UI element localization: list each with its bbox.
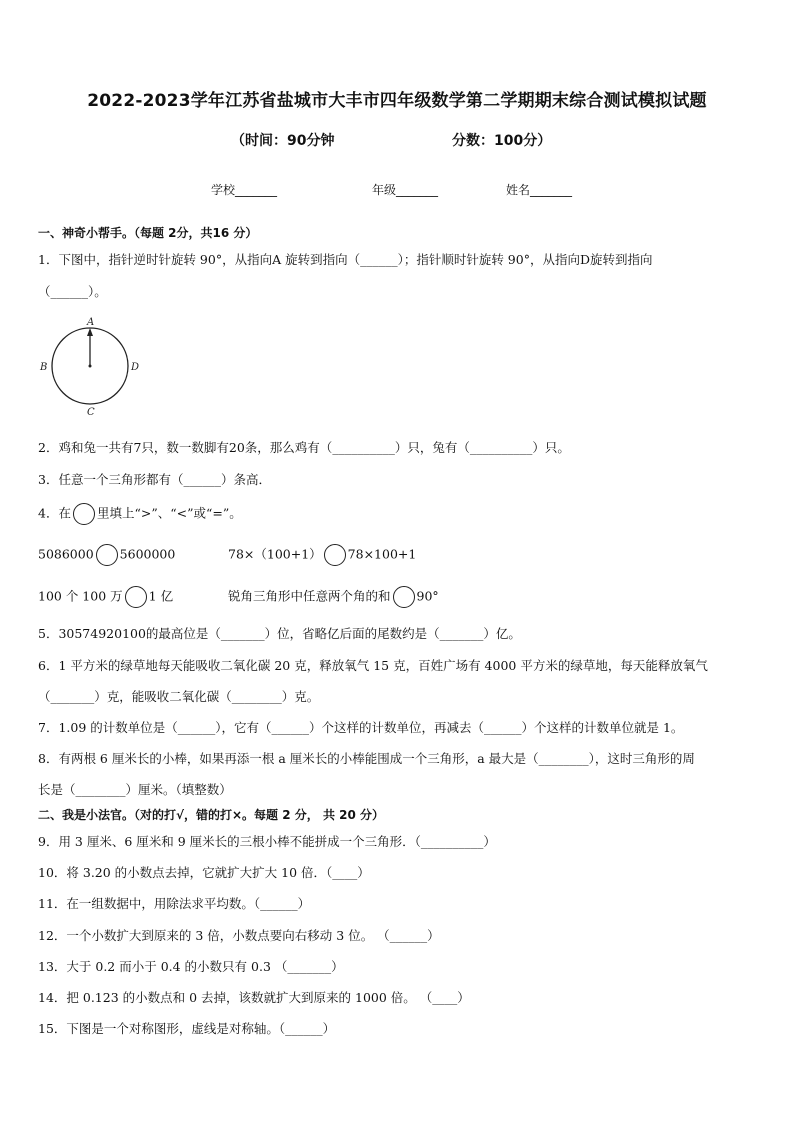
label-d: D xyxy=(131,362,140,373)
compare-3-left: 100 个 100 万 xyxy=(38,588,123,604)
clock-dial-diagram xyxy=(36,314,146,420)
compare-2-circle[interactable] xyxy=(324,544,346,566)
question-5: 5．30574920100的最高位是（_______）位，省略亿后面的尾数约是（_______）亿。 xyxy=(38,626,521,641)
compare-1-circle[interactable] xyxy=(96,544,118,566)
compare-item-1 xyxy=(38,544,175,566)
compare-1-left: 5086000 xyxy=(38,546,94,562)
question-8-line-1: 8．有两根 6 厘米长的小棒，如果再添一根 a 厘米长的小棒能围成一个三角形，a 最大是（________），这时三角形的周 xyxy=(38,751,695,766)
exam-time: （时间：90分钟 xyxy=(231,133,335,149)
question-11: 11．在一组数据中，用除法求平均数。（______） xyxy=(38,896,311,911)
name-field: 姓名_______ xyxy=(506,183,573,197)
compare-4-left: 锐角三角形中任意两个角的和 xyxy=(228,588,391,604)
question-1-line-2: （______）。 xyxy=(38,284,107,299)
school-field: 学校_______ xyxy=(211,183,278,197)
question-12: 12．一个小数扩大到原来的 3 倍，小数点要向右移动 3 位。 （______） xyxy=(38,928,440,943)
compare-3-circle[interactable] xyxy=(125,586,147,608)
compare-2-left: 78×（100+1） xyxy=(228,546,322,562)
compare-item-3 xyxy=(38,586,173,608)
compare-item-4 xyxy=(228,586,439,608)
grade-field: 年级_______ xyxy=(372,183,439,197)
compare-item-2 xyxy=(228,544,416,566)
question-9: 9．用 3 厘米、6 厘米和 9 厘米长的三根小棒不能拼成一个三角形．（__________） xyxy=(38,834,496,849)
section-2-heading: 二、我是小法官。（对的打√，错的打×。每题 2 分， 共 20 分） xyxy=(38,808,384,822)
question-2: 2．鸡和兔一共有7只，数一数脚有20条，那么鸡有（__________）只，兔有（__________）只。 xyxy=(38,440,570,455)
question-6-line-1: 6．1 平方米的绿草地每天能吸收二氧化碳 20 克，释放氧气 15 克，百姓广场有 4000 平方米的绿草地，每天能释放氧气 xyxy=(38,658,708,673)
label-b: B xyxy=(40,362,48,373)
compare-1-right: 5600000 xyxy=(119,546,176,562)
exam-score: 分数：100分） xyxy=(452,133,552,149)
question-4-prefix: 4．在 xyxy=(38,505,71,521)
dial-center xyxy=(89,365,92,368)
question-6-line-2: （_______）克，能吸收二氧化碳（________）克。 xyxy=(38,689,320,704)
compare-circle xyxy=(73,503,95,525)
question-1-line-1: 1．下图中，指针逆时针旋转 90°，从指向A 旋转到指向（______）；指针顺时针旋转 90°，从指向D旋转到指向 xyxy=(38,252,653,267)
compare-4-right: 90° xyxy=(416,588,439,604)
question-7: 7．1.09 的计数单位是（______），它有（______）个这样的计数单位，再减去（______）个这样的计数单位就是 1。 xyxy=(38,720,684,735)
question-4-suffix: 里填上“>”、“<”或“=”。 xyxy=(96,505,242,521)
question-13: 13．大于 0.2 而小于 0.4 的小数只有 0.3 （_______） xyxy=(38,959,344,974)
page-title: 2022-2023学年江苏省盐城市大丰市四年级数学第二学期期末综合测试模拟试题 xyxy=(87,91,707,111)
label-c: C xyxy=(87,407,95,418)
pointer-arrowhead xyxy=(87,328,93,336)
section-1-heading: 一、神奇小帮手。（每题 2分，共16 分） xyxy=(38,226,258,240)
label-a: A xyxy=(87,317,95,328)
question-4 xyxy=(38,503,242,525)
question-15: 15．下图是一个对称图形，虚线是对称轴。（______） xyxy=(38,1021,336,1036)
compare-2-right: 78×100+1 xyxy=(347,546,417,562)
compare-4-circle[interactable] xyxy=(393,586,415,608)
question-3: 3．任意一个三角形都有（______）条高． xyxy=(38,472,271,487)
question-8-line-2: 长是（________）厘米。（填整数） xyxy=(38,782,232,797)
compare-3-right: 1 亿 xyxy=(148,588,174,604)
question-10: 10．将 3.20 的小数点去掉，它就扩大扩大 10 倍．（____） xyxy=(38,865,370,880)
question-14: 14．把 0.123 的小数点和 0 去掉，该数就扩大到原来的 1000 倍。 （____） xyxy=(38,990,470,1005)
